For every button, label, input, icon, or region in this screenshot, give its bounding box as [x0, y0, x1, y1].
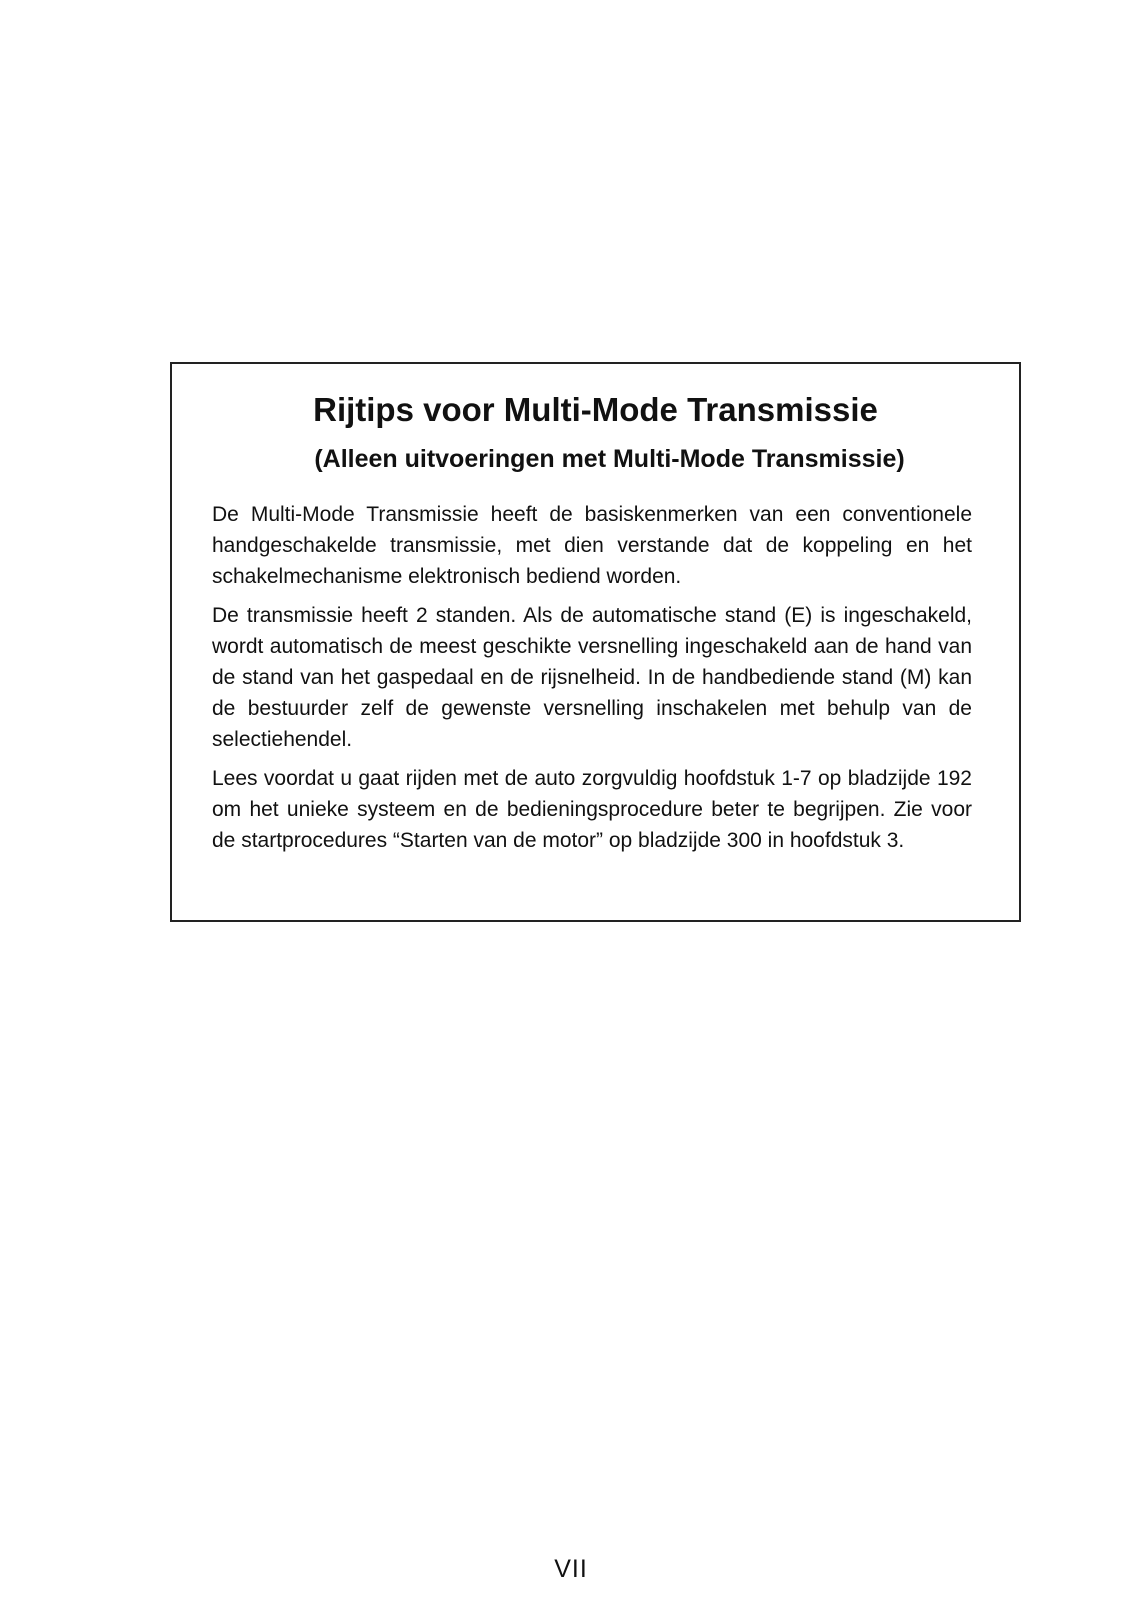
notice-paragraph: Lees voordat u gaat rijden met de auto zorgvuldig hoofdstuk 1‑7 op bladzijde 192 om het unieke systeem en de bedieningsprocedure beter te begrijpen. Zie voor de startprocedures “Starten van de motor” op bladzijde 300 in hoofdstuk 3. [212, 767, 972, 852]
page-number: VII [554, 1555, 588, 1583]
notice-body [212, 499, 972, 864]
notice-box [170, 362, 1021, 922]
notice-paragraph: De Multi‑Mode Transmissie heeft de basiskenmerken van een conventionele handgeschakelde transmissie, met dien verstande dat de koppeling en het schakelmechanisme elektronisch bediend worden. [212, 503, 972, 588]
notice-paragraph: De transmissie heeft 2 standen. Als de automatische stand (E) is ingeschakeld, wordt automatisch de meest geschikte versnelling ingeschakeld aan de hand van de stand van het gaspedaal en de rijsnelheid. In de handbediende stand (M) kan de bestuurder zelf de gewenste versnelling inschakelen met behulp van de selectiehendel. [212, 604, 972, 751]
notice-subtitle: (Alleen uitvoeringen met Multi‑Mode Transmissie) [314, 445, 905, 473]
notice-title: Rijtips voor Multi‑Mode Transmissie [313, 391, 878, 428]
